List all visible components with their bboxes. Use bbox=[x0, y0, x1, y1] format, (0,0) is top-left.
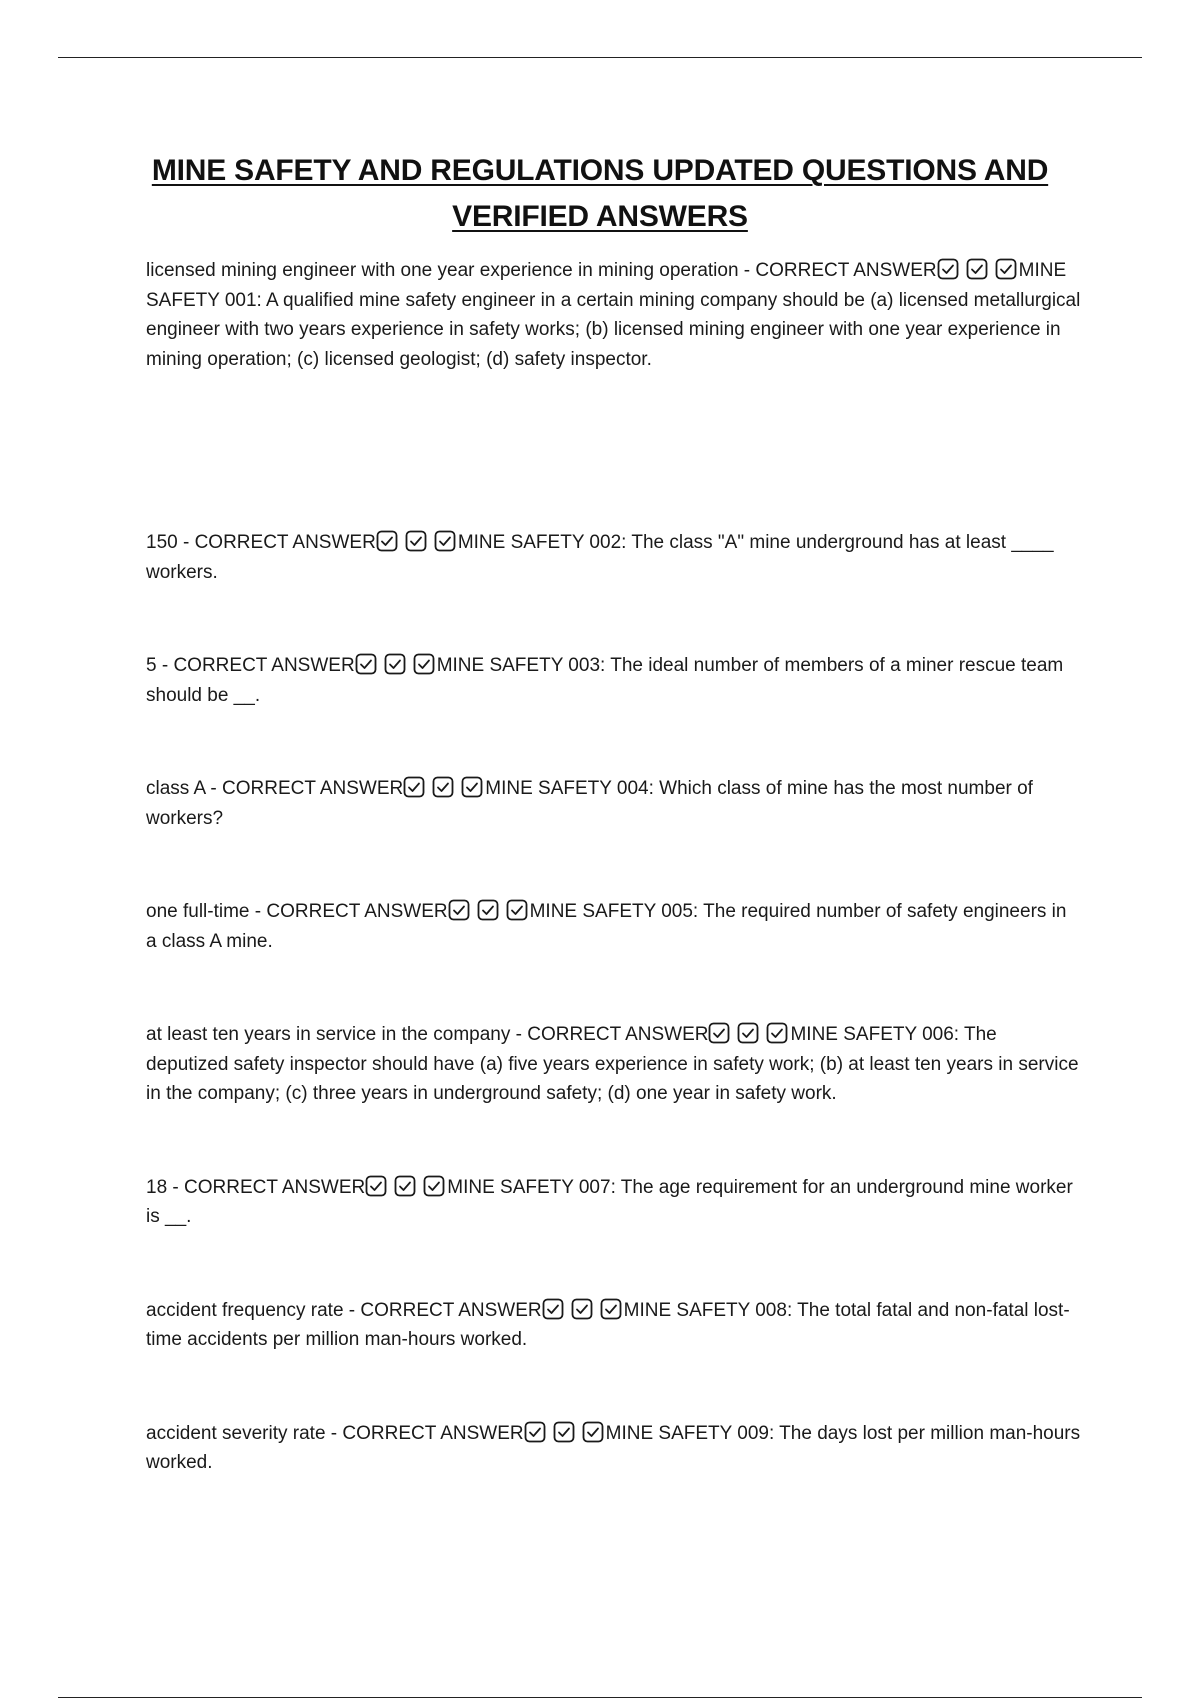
question-text: MINE SAFETY 006: The deputized safety inspector should have (a) five years experience in safety work; (b) at least ten years in service in the company; (c) three years in underground safety; (d) one year in safety work. bbox=[146, 1024, 1079, 1104]
check-marks bbox=[448, 899, 528, 921]
question-text: MINE SAFETY 004: Which class of mine has the most number of workers? bbox=[146, 778, 1033, 829]
answer-text: 150 - CORRECT ANSWER bbox=[146, 532, 376, 553]
answer-text: class A - CORRECT ANSWER bbox=[146, 778, 404, 799]
question-text: MINE SAFETY 007: The age requirement for an underground mine worker is __. bbox=[146, 1176, 1073, 1227]
checkbox-checked-icon bbox=[582, 1421, 604, 1443]
checkbox-checked-icon bbox=[365, 1175, 387, 1197]
checkbox-checked-icon bbox=[448, 899, 470, 921]
answer-text: 18 - CORRECT ANSWER bbox=[146, 1176, 366, 1198]
check-marks bbox=[355, 653, 435, 675]
question-text: MINE SAFETY 002: The class "A" mine underground has at least ____ workers. bbox=[146, 532, 1054, 583]
checkbox-checked-icon bbox=[553, 1421, 575, 1443]
title-line-1: MINE SAFETY AND REGULATIONS UPDATED QUESTIONS AND bbox=[151, 154, 1049, 187]
qa-entry bbox=[146, 774, 1082, 833]
qa-entry bbox=[146, 1296, 1082, 1355]
checkbox-checked-icon bbox=[403, 776, 425, 798]
check-marks bbox=[376, 530, 456, 552]
checkbox-checked-icon bbox=[766, 1022, 788, 1044]
checkbox-checked-icon bbox=[524, 1421, 546, 1443]
qa-entry bbox=[146, 256, 1082, 374]
qa-entry bbox=[146, 1173, 1082, 1232]
bottom-rule bbox=[58, 1697, 1142, 1698]
question-text: MINE SAFETY 005: The required number of safety engineers in a class A mine. bbox=[146, 901, 1067, 952]
question-text: MINE SAFETY 003: The ideal number of members of a miner rescue team should be __. bbox=[146, 655, 1064, 706]
title-line-2: VERIFIED ANSWERS bbox=[452, 200, 748, 233]
check-marks bbox=[403, 776, 483, 798]
qa-entry bbox=[146, 651, 1082, 710]
question-text: MINE SAFETY 008: The total fatal and non-fatal lost-time accidents per million man-hours worked. bbox=[146, 1299, 1070, 1350]
checkbox-checked-icon bbox=[355, 653, 377, 675]
checkbox-checked-icon bbox=[995, 258, 1017, 280]
top-rule bbox=[58, 57, 1142, 58]
check-marks bbox=[542, 1298, 622, 1320]
page-title bbox=[140, 148, 1060, 240]
qa-entry bbox=[146, 897, 1082, 956]
check-marks bbox=[524, 1421, 604, 1443]
checkbox-checked-icon bbox=[376, 530, 398, 552]
checkbox-checked-icon bbox=[461, 776, 483, 798]
qa-entry bbox=[146, 1020, 1082, 1109]
checkbox-checked-icon bbox=[434, 530, 456, 552]
checkbox-checked-icon bbox=[708, 1022, 730, 1044]
qa-entry bbox=[146, 528, 1082, 587]
checkbox-checked-icon bbox=[423, 1175, 445, 1197]
qa-entry bbox=[146, 1419, 1082, 1478]
checkbox-checked-icon bbox=[432, 776, 454, 798]
answer-text: accident frequency rate - CORRECT ANSWER bbox=[146, 1299, 542, 1321]
checkbox-checked-icon bbox=[937, 258, 959, 280]
answer-text: at least ten years in service in the company - CORRECT ANSWER bbox=[146, 1024, 709, 1045]
checkbox-checked-icon bbox=[600, 1298, 622, 1320]
checkbox-checked-icon bbox=[966, 258, 988, 280]
check-marks bbox=[708, 1022, 788, 1044]
checkbox-checked-icon bbox=[384, 653, 406, 675]
checkbox-checked-icon bbox=[506, 899, 528, 921]
checkbox-checked-icon bbox=[405, 530, 427, 552]
check-marks bbox=[365, 1175, 445, 1197]
checkbox-checked-icon bbox=[394, 1175, 416, 1197]
question-text: MINE SAFETY 009: The days lost per million man-hours worked. bbox=[146, 1422, 1081, 1473]
qa-list bbox=[146, 256, 1082, 1478]
answer-text: one full-time - CORRECT ANSWER bbox=[146, 901, 448, 922]
answer-text: accident severity rate - CORRECT ANSWER bbox=[146, 1422, 524, 1444]
checkbox-checked-icon bbox=[737, 1022, 759, 1044]
checkbox-checked-icon bbox=[571, 1298, 593, 1320]
checkbox-checked-icon bbox=[477, 899, 499, 921]
checkbox-checked-icon bbox=[413, 653, 435, 675]
checkbox-checked-icon bbox=[542, 1298, 564, 1320]
answer-text: licensed mining engineer with one year experience in mining operation - CORRECT ANSWER bbox=[146, 260, 937, 281]
answer-text: 5 - CORRECT ANSWER bbox=[146, 655, 355, 676]
check-marks bbox=[937, 258, 1017, 280]
question-text: MINE SAFETY 001: A qualified mine safety engineer in a certain mining company should be (a) licensed metallurgical engineer with two years experience in safety works; (b) licensed mining engineer with one year experience in mining operation; (c) licensed geologist; (d) safety inspector. bbox=[146, 260, 1081, 370]
